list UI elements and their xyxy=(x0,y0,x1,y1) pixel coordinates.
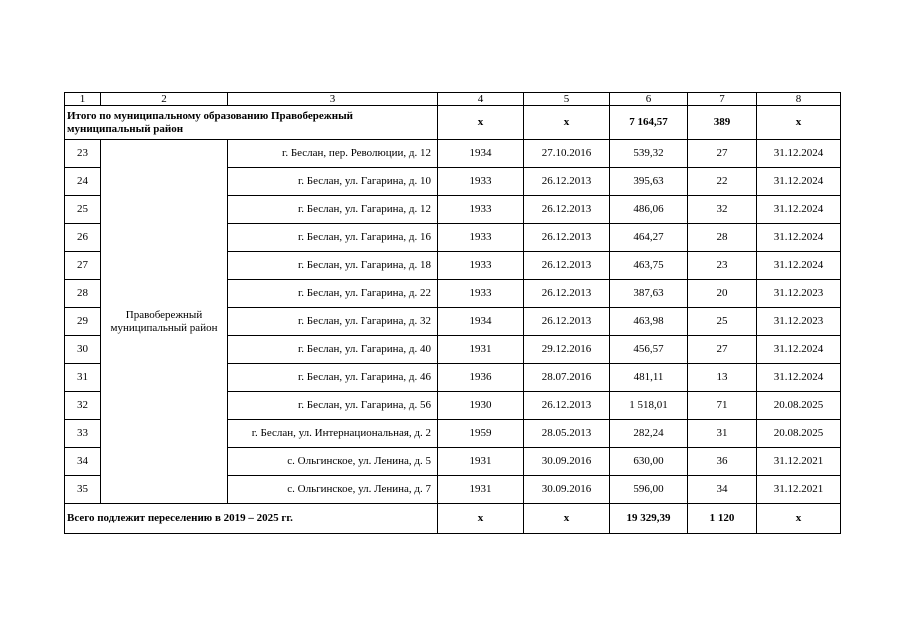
grand-total-row xyxy=(65,504,841,534)
year-cell: 1936 xyxy=(438,364,524,392)
column-number: 5 xyxy=(524,93,610,106)
row-number: 34 xyxy=(65,448,101,476)
address-cell: г. Беслан, пер. Революции, д. 12 xyxy=(228,140,438,168)
date-cell: 29.12.2016 xyxy=(524,336,610,364)
date-cell: 28.07.2016 xyxy=(524,364,610,392)
row-number: 35 xyxy=(65,476,101,504)
area-cell: 539,32 xyxy=(610,140,688,168)
row-number: 31 xyxy=(65,364,101,392)
date-cell: 27.10.2016 xyxy=(524,140,610,168)
people-cell: 20 xyxy=(688,280,757,308)
area-cell: 486,06 xyxy=(610,196,688,224)
date-cell: 28.05.2013 xyxy=(524,420,610,448)
deadline-cell: 31.12.2021 xyxy=(757,448,841,476)
table-body xyxy=(65,93,841,534)
people-cell: 32 xyxy=(688,196,757,224)
row-number: 27 xyxy=(65,252,101,280)
address-cell: г. Беслан, ул. Гагарина, д. 16 xyxy=(228,224,438,252)
address-cell: г. Беслан, ул. Интернациональная, д. 2 xyxy=(228,420,438,448)
year-cell: 1933 xyxy=(438,196,524,224)
row-number: 30 xyxy=(65,336,101,364)
date-cell: 26.12.2013 xyxy=(524,196,610,224)
deadline-cell: 31.12.2023 xyxy=(757,280,841,308)
date-cell: 26.12.2013 xyxy=(524,392,610,420)
people-cell: 71 xyxy=(688,392,757,420)
column-number-row xyxy=(65,93,841,106)
address-cell: г. Беслан, ул. Гагарина, д. 12 xyxy=(228,196,438,224)
area-cell: 387,63 xyxy=(610,280,688,308)
people-cell: 22 xyxy=(688,168,757,196)
district-cell: Правобережный муниципальный район xyxy=(101,140,228,504)
date-cell: 26.12.2013 xyxy=(524,308,610,336)
row-number: 23 xyxy=(65,140,101,168)
year-cell: 1934 xyxy=(438,308,524,336)
date-cell: 26.12.2013 xyxy=(524,252,610,280)
deadline-cell: 20.08.2025 xyxy=(757,392,841,420)
column-number: 1 xyxy=(65,93,101,106)
subtotal-col5: х xyxy=(524,106,610,140)
row-number: 29 xyxy=(65,308,101,336)
grand-total-label: Всего подлежит переселению в 2019 – 2025 гг. xyxy=(65,504,438,534)
deadline-cell: 31.12.2024 xyxy=(757,364,841,392)
year-cell: 1931 xyxy=(438,336,524,364)
deadline-cell: 20.08.2025 xyxy=(757,420,841,448)
address-cell: г. Беслан, ул. Гагарина, д. 46 xyxy=(228,364,438,392)
year-cell: 1933 xyxy=(438,280,524,308)
grand-total-col8: х xyxy=(757,504,841,534)
year-cell: 1933 xyxy=(438,252,524,280)
year-cell: 1931 xyxy=(438,476,524,504)
area-cell: 463,75 xyxy=(610,252,688,280)
date-cell: 26.12.2013 xyxy=(524,280,610,308)
deadline-cell: 31.12.2023 xyxy=(757,308,841,336)
row-number: 24 xyxy=(65,168,101,196)
area-cell: 282,24 xyxy=(610,420,688,448)
subtotal-col8: х xyxy=(757,106,841,140)
column-number: 4 xyxy=(438,93,524,106)
row-number: 33 xyxy=(65,420,101,448)
people-cell: 13 xyxy=(688,364,757,392)
address-cell: г. Беслан, ул. Гагарина, д. 40 xyxy=(228,336,438,364)
area-cell: 456,57 xyxy=(610,336,688,364)
subtotal-people: 389 xyxy=(688,106,757,140)
row-number: 32 xyxy=(65,392,101,420)
date-cell: 26.12.2013 xyxy=(524,168,610,196)
year-cell: 1959 xyxy=(438,420,524,448)
address-cell: г. Беслан, ул. Гагарина, д. 22 xyxy=(228,280,438,308)
deadline-cell: 31.12.2024 xyxy=(757,168,841,196)
year-cell: 1930 xyxy=(438,392,524,420)
people-cell: 28 xyxy=(688,224,757,252)
year-cell: 1933 xyxy=(438,224,524,252)
column-number: 7 xyxy=(688,93,757,106)
subtotal-row xyxy=(65,106,841,140)
area-cell: 395,63 xyxy=(610,168,688,196)
area-cell: 596,00 xyxy=(610,476,688,504)
grand-total-people: 1 120 xyxy=(688,504,757,534)
year-cell: 1933 xyxy=(438,168,524,196)
address-cell: с. Ольгинское, ул. Ленина, д. 5 xyxy=(228,448,438,476)
subtotal-col4: х xyxy=(438,106,524,140)
deadline-cell: 31.12.2024 xyxy=(757,252,841,280)
people-cell: 25 xyxy=(688,308,757,336)
address-cell: г. Беслан, ул. Гагарина, д. 32 xyxy=(228,308,438,336)
address-cell: г. Беслан, ул. Гагарина, д. 18 xyxy=(228,252,438,280)
people-cell: 36 xyxy=(688,448,757,476)
grand-total-col4: х xyxy=(438,504,524,534)
row-number: 25 xyxy=(65,196,101,224)
deadline-cell: 31.12.2024 xyxy=(757,336,841,364)
deadline-cell: 31.12.2024 xyxy=(757,196,841,224)
deadline-cell: 31.12.2024 xyxy=(757,224,841,252)
deadline-cell: 31.12.2021 xyxy=(757,476,841,504)
area-cell: 1 518,01 xyxy=(610,392,688,420)
resettlement-table xyxy=(64,92,841,534)
grand-total-area: 19 329,39 xyxy=(610,504,688,534)
address-cell: г. Беслан, ул. Гагарина, д. 10 xyxy=(228,168,438,196)
people-cell: 31 xyxy=(688,420,757,448)
row-number: 28 xyxy=(65,280,101,308)
column-number: 6 xyxy=(610,93,688,106)
area-cell: 463,98 xyxy=(610,308,688,336)
address-cell: г. Беслан, ул. Гагарина, д. 56 xyxy=(228,392,438,420)
column-number: 8 xyxy=(757,93,841,106)
grand-total-col5: х xyxy=(524,504,610,534)
people-cell: 27 xyxy=(688,336,757,364)
year-cell: 1934 xyxy=(438,140,524,168)
people-cell: 23 xyxy=(688,252,757,280)
address-cell: с. Ольгинское, ул. Ленина, д. 7 xyxy=(228,476,438,504)
subtotal-area: 7 164,57 xyxy=(610,106,688,140)
area-cell: 464,27 xyxy=(610,224,688,252)
people-cell: 27 xyxy=(688,140,757,168)
column-number: 3 xyxy=(228,93,438,106)
subtotal-label: Итого по муниципальному образованию Правобережный муниципальный район xyxy=(65,106,438,140)
date-cell: 30.09.2016 xyxy=(524,448,610,476)
year-cell: 1931 xyxy=(438,448,524,476)
deadline-cell: 31.12.2024 xyxy=(757,140,841,168)
area-cell: 481,11 xyxy=(610,364,688,392)
date-cell: 26.12.2013 xyxy=(524,224,610,252)
column-number: 2 xyxy=(101,93,228,106)
area-cell: 630,00 xyxy=(610,448,688,476)
people-cell: 34 xyxy=(688,476,757,504)
date-cell: 30.09.2016 xyxy=(524,476,610,504)
table-row xyxy=(65,140,841,168)
row-number: 26 xyxy=(65,224,101,252)
